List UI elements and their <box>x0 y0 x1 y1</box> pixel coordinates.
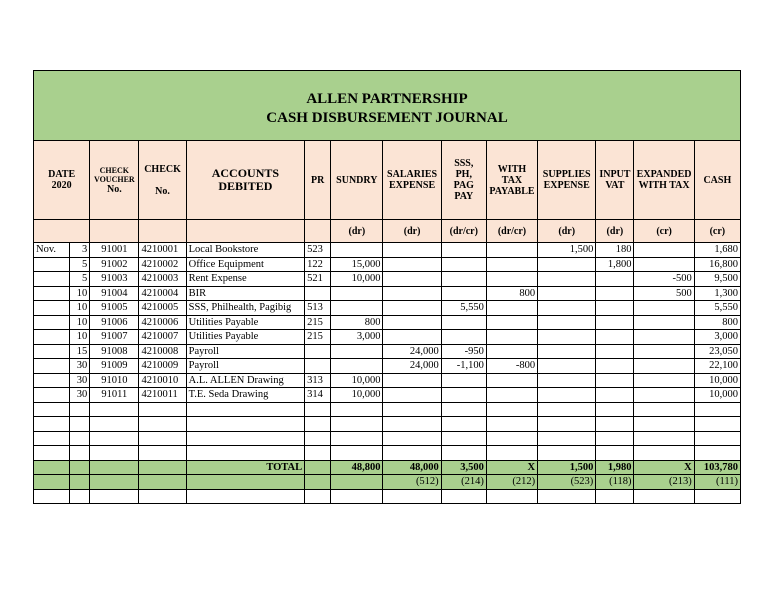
cell-day <box>70 431 90 446</box>
cell-wtax <box>486 489 537 504</box>
header-supplies-expense: SUPPLIES EXPENSE <box>538 141 596 220</box>
cell-voucher: 91006 <box>90 315 139 330</box>
cell-day <box>70 446 90 461</box>
cell-wtax <box>486 388 537 403</box>
cell-month <box>34 402 70 417</box>
cell-voucher <box>90 402 139 417</box>
cell-day: 10 <box>70 286 90 301</box>
cell-ewt <box>634 388 694 403</box>
cell-sundry <box>331 446 383 461</box>
cell-account: SSS, Philhealth, Pagibig <box>186 301 305 316</box>
cell-account: TOTAL <box>186 460 305 475</box>
cell-check: 4210006 <box>139 315 186 330</box>
cell-salaries <box>383 373 441 388</box>
cell-sss <box>441 373 486 388</box>
cell-supplies <box>538 301 596 316</box>
cell-check <box>139 460 186 475</box>
cell-day: 30 <box>70 388 90 403</box>
cell-cash: 3,000 <box>694 330 740 345</box>
cell-supplies <box>538 344 596 359</box>
cell-check: 4210010 <box>139 373 186 388</box>
cell-pr <box>305 489 331 504</box>
cell-account <box>186 475 305 490</box>
cell-wtax <box>486 431 537 446</box>
table-row <box>34 446 741 461</box>
cell-ewt <box>634 344 694 359</box>
header-salaries-expense: SALARIES EXPENSE <box>383 141 441 220</box>
cell-vat <box>596 315 634 330</box>
cell-pr: 215 <box>305 315 331 330</box>
cell-ewt <box>634 257 694 272</box>
cell-salaries <box>383 301 441 316</box>
cell-month <box>34 301 70 316</box>
table-row <box>34 315 741 330</box>
cell-ewt: (213) <box>634 475 694 490</box>
cell-check: 4210002 <box>139 257 186 272</box>
cell-ewt <box>634 446 694 461</box>
cell-vat <box>596 286 634 301</box>
cell-voucher: 91004 <box>90 286 139 301</box>
cell-sundry <box>331 402 383 417</box>
header-withholding-tax: WITH TAX PAYABLE <box>486 141 537 220</box>
cell-supplies <box>538 373 596 388</box>
cell-voucher: 91002 <box>90 257 139 272</box>
cell-day <box>70 402 90 417</box>
cell-voucher: 91001 <box>90 243 139 258</box>
cell-pr <box>305 344 331 359</box>
cell-vat <box>596 272 634 287</box>
cell-vat: (118) <box>596 475 634 490</box>
cell-account: Office Equipment <box>186 257 305 272</box>
cell-voucher <box>90 460 139 475</box>
table-row <box>34 431 741 446</box>
table-row <box>34 257 741 272</box>
cell-sundry: 10,000 <box>331 272 383 287</box>
subheader-salaries: (dr) <box>383 220 441 243</box>
cell-sundry: 15,000 <box>331 257 383 272</box>
cell-vat <box>596 330 634 345</box>
cell-sss: 3,500 <box>441 460 486 475</box>
table-row <box>34 402 741 417</box>
cell-salaries: 24,000 <box>383 359 441 374</box>
cell-sss <box>441 489 486 504</box>
header-pr: PR <box>305 141 331 220</box>
cell-month <box>34 446 70 461</box>
subheader-cash: (cr) <box>694 220 740 243</box>
cell-cash: 1,300 <box>694 286 740 301</box>
cell-month <box>34 431 70 446</box>
cell-pr <box>305 460 331 475</box>
table-row <box>34 243 741 258</box>
cell-sundry <box>331 344 383 359</box>
table-row <box>34 272 741 287</box>
cell-account <box>186 489 305 504</box>
header-row <box>34 141 741 220</box>
cell-voucher <box>90 489 139 504</box>
cell-wtax <box>486 315 537 330</box>
cell-wtax: -800 <box>486 359 537 374</box>
cell-pr <box>305 475 331 490</box>
cell-day: 30 <box>70 373 90 388</box>
header-input-vat: INPUT VAT <box>596 141 634 220</box>
cell-account: Payroll <box>186 359 305 374</box>
cell-supplies <box>538 402 596 417</box>
cell-voucher: 91003 <box>90 272 139 287</box>
cell-cash: 10,000 <box>694 373 740 388</box>
cell-ewt <box>634 373 694 388</box>
cell-wtax <box>486 301 537 316</box>
cell-account <box>186 446 305 461</box>
table-row <box>34 286 741 301</box>
cell-wtax <box>486 373 537 388</box>
cell-day <box>70 489 90 504</box>
cell-cash <box>694 431 740 446</box>
cell-wtax <box>486 330 537 345</box>
cell-pr <box>305 417 331 432</box>
cell-cash: 1,680 <box>694 243 740 258</box>
cell-supplies: (523) <box>538 475 596 490</box>
cell-salaries <box>383 330 441 345</box>
cell-sss <box>441 431 486 446</box>
cell-salaries: 24,000 <box>383 344 441 359</box>
cell-pr <box>305 286 331 301</box>
cell-voucher: 91009 <box>90 359 139 374</box>
cell-ewt <box>634 431 694 446</box>
cell-vat <box>596 431 634 446</box>
cell-sss <box>441 272 486 287</box>
cell-month <box>34 373 70 388</box>
table-row <box>34 301 741 316</box>
journal-table <box>33 140 741 504</box>
cell-voucher <box>90 417 139 432</box>
cell-sundry: 10,000 <box>331 373 383 388</box>
cell-salaries <box>383 431 441 446</box>
cell-sundry <box>331 431 383 446</box>
cell-wtax <box>486 272 537 287</box>
total-row <box>34 460 741 475</box>
cell-supplies <box>538 359 596 374</box>
table-row <box>34 344 741 359</box>
cell-voucher: 91008 <box>90 344 139 359</box>
cell-account <box>186 431 305 446</box>
cell-account: Utilities Payable <box>186 315 305 330</box>
cell-wtax <box>486 243 537 258</box>
header-sundry: SUNDRY <box>331 141 383 220</box>
cell-sss: -950 <box>441 344 486 359</box>
cell-vat <box>596 388 634 403</box>
cell-cash: 103,780 <box>694 460 740 475</box>
cell-sss <box>441 286 486 301</box>
cell-ewt <box>634 315 694 330</box>
cell-cash <box>694 489 740 504</box>
cell-day: 30 <box>70 359 90 374</box>
cell-salaries: 48,000 <box>383 460 441 475</box>
cell-vat <box>596 359 634 374</box>
cell-voucher <box>90 446 139 461</box>
subheader-supplies: (dr) <box>538 220 596 243</box>
cell-sss: 5,550 <box>441 301 486 316</box>
cell-pr <box>305 431 331 446</box>
cell-cash <box>694 446 740 461</box>
cell-sundry <box>331 301 383 316</box>
posting-reference-row <box>34 475 741 490</box>
cell-account: Rent Expense <box>186 272 305 287</box>
cell-voucher <box>90 475 139 490</box>
cell-check <box>139 402 186 417</box>
cell-sundry: 3,000 <box>331 330 383 345</box>
cell-sundry: 48,800 <box>331 460 383 475</box>
cell-check: 4210003 <box>139 272 186 287</box>
cell-account: Payroll <box>186 344 305 359</box>
cell-cash <box>694 402 740 417</box>
cell-sundry <box>331 417 383 432</box>
cell-day: 15 <box>70 344 90 359</box>
journal-sheet <box>33 70 741 504</box>
cell-month <box>34 489 70 504</box>
cell-wtax <box>486 257 537 272</box>
cell-supplies <box>538 272 596 287</box>
cell-salaries <box>383 402 441 417</box>
header-check-no: CHECK No. <box>139 141 186 220</box>
cell-sss: -1,100 <box>441 359 486 374</box>
cell-sundry <box>331 359 383 374</box>
cell-check: 4210008 <box>139 344 186 359</box>
table-row <box>34 417 741 432</box>
cell-sundry <box>331 489 383 504</box>
cell-salaries <box>383 315 441 330</box>
cell-vat <box>596 446 634 461</box>
cell-salaries <box>383 446 441 461</box>
cell-cash: (111) <box>694 475 740 490</box>
cell-vat <box>596 417 634 432</box>
header-check-voucher: CHECK VOUCHER No. <box>90 141 139 220</box>
cell-month <box>34 272 70 287</box>
cell-pr: 513 <box>305 301 331 316</box>
cell-vat <box>596 344 634 359</box>
cell-pr: 314 <box>305 388 331 403</box>
cell-cash: 16,800 <box>694 257 740 272</box>
cell-day: 3 <box>70 243 90 258</box>
cell-day <box>70 417 90 432</box>
cell-ewt <box>634 402 694 417</box>
cell-day: 5 <box>70 257 90 272</box>
cell-month <box>34 417 70 432</box>
cell-salaries <box>383 257 441 272</box>
subheader-vat: (dr) <box>596 220 634 243</box>
cell-salaries <box>383 388 441 403</box>
subheader-wtax: (dr/cr) <box>486 220 537 243</box>
cell-account: Utilities Payable <box>186 330 305 345</box>
cell-cash: 9,500 <box>694 272 740 287</box>
cell-day: 10 <box>70 301 90 316</box>
cell-supplies <box>538 315 596 330</box>
cell-month <box>34 257 70 272</box>
cell-day <box>70 475 90 490</box>
table-row <box>34 373 741 388</box>
cell-wtax: X <box>486 460 537 475</box>
cell-wtax: 800 <box>486 286 537 301</box>
cell-salaries <box>383 243 441 258</box>
cell-account: BIR <box>186 286 305 301</box>
cell-account <box>186 402 305 417</box>
cell-cash: 23,050 <box>694 344 740 359</box>
cell-sss <box>441 243 486 258</box>
cell-day: 10 <box>70 315 90 330</box>
cell-cash: 10,000 <box>694 388 740 403</box>
cell-check: 4210009 <box>139 359 186 374</box>
cell-ewt <box>634 243 694 258</box>
cell-salaries <box>383 489 441 504</box>
cell-month <box>34 344 70 359</box>
cell-ewt <box>634 417 694 432</box>
subheader-ewt: (cr) <box>634 220 694 243</box>
cell-vat: 1,980 <box>596 460 634 475</box>
cell-wtax: (212) <box>486 475 537 490</box>
cell-salaries <box>383 286 441 301</box>
cell-day <box>70 460 90 475</box>
cell-supplies <box>538 388 596 403</box>
cell-sss: (214) <box>441 475 486 490</box>
cell-vat <box>596 402 634 417</box>
company-name: ALLEN PARTNERSHIP <box>306 91 468 107</box>
header-date: DATE 2020 <box>34 141 90 220</box>
title-band <box>33 70 741 140</box>
cell-ewt <box>634 330 694 345</box>
cell-supplies: 1,500 <box>538 460 596 475</box>
cell-wtax <box>486 402 537 417</box>
cell-supplies <box>538 431 596 446</box>
cell-sundry <box>331 286 383 301</box>
cell-check <box>139 489 186 504</box>
cell-sundry <box>331 475 383 490</box>
cell-salaries <box>383 272 441 287</box>
header-accounts-debited: ACCOUNTS DEBITED <box>186 141 305 220</box>
cell-salaries <box>383 417 441 432</box>
cell-check <box>139 475 186 490</box>
table-row <box>34 330 741 345</box>
cell-pr <box>305 402 331 417</box>
cell-check: 4210011 <box>139 388 186 403</box>
cell-month <box>34 460 70 475</box>
cell-check <box>139 431 186 446</box>
cell-voucher <box>90 431 139 446</box>
cell-supplies <box>538 489 596 504</box>
subheader-row <box>34 220 741 243</box>
cell-pr: 122 <box>305 257 331 272</box>
cell-account: Local Bookstore <box>186 243 305 258</box>
cell-sss <box>441 330 486 345</box>
cell-supplies <box>538 286 596 301</box>
cell-month <box>34 286 70 301</box>
cell-day: 5 <box>70 272 90 287</box>
cell-voucher: 91005 <box>90 301 139 316</box>
cell-cash: 5,550 <box>694 301 740 316</box>
cell-voucher: 91007 <box>90 330 139 345</box>
cell-ewt <box>634 489 694 504</box>
cell-sss <box>441 402 486 417</box>
cell-supplies <box>538 257 596 272</box>
cell-check <box>139 417 186 432</box>
cell-ewt: X <box>634 460 694 475</box>
cell-sss <box>441 417 486 432</box>
cell-pr: 523 <box>305 243 331 258</box>
cell-month <box>34 475 70 490</box>
cell-pr <box>305 359 331 374</box>
cell-account <box>186 417 305 432</box>
cell-pr: 521 <box>305 272 331 287</box>
cell-pr: 215 <box>305 330 331 345</box>
header-sss-ph-pagpay: SSS, PH, PAG PAY <box>441 141 486 220</box>
cell-cash <box>694 417 740 432</box>
cell-account: T.E. Seda Drawing <box>186 388 305 403</box>
cell-supplies <box>538 417 596 432</box>
cell-wtax <box>486 446 537 461</box>
cell-sundry: 10,000 <box>331 388 383 403</box>
cell-vat <box>596 301 634 316</box>
cell-supplies <box>538 446 596 461</box>
cell-sundry <box>331 243 383 258</box>
cell-cash: 22,100 <box>694 359 740 374</box>
cell-voucher: 91011 <box>90 388 139 403</box>
cell-check: 4210005 <box>139 301 186 316</box>
cell-ewt: 500 <box>634 286 694 301</box>
cell-supplies <box>538 330 596 345</box>
cell-account: A.L. ALLEN Drawing <box>186 373 305 388</box>
cell-vat <box>596 373 634 388</box>
cell-month <box>34 388 70 403</box>
cell-check <box>139 446 186 461</box>
cell-month <box>34 330 70 345</box>
cell-sss <box>441 388 486 403</box>
cell-sss <box>441 315 486 330</box>
cell-pr: 313 <box>305 373 331 388</box>
cell-check: 4210007 <box>139 330 186 345</box>
cell-ewt <box>634 301 694 316</box>
cell-salaries: (512) <box>383 475 441 490</box>
cell-sss <box>441 446 486 461</box>
cell-ewt <box>634 359 694 374</box>
table-row <box>34 489 741 504</box>
cell-sss <box>441 257 486 272</box>
cell-check: 4210001 <box>139 243 186 258</box>
subheader-sundry: (dr) <box>331 220 383 243</box>
journal-title: CASH DISBURSEMENT JOURNAL <box>266 110 508 126</box>
cell-vat <box>596 489 634 504</box>
header-cash: CASH <box>694 141 740 220</box>
table-row <box>34 359 741 374</box>
cell-month: Nov. <box>34 243 70 258</box>
cell-wtax <box>486 417 537 432</box>
cell-month <box>34 359 70 374</box>
cell-sundry: 800 <box>331 315 383 330</box>
cell-day: 10 <box>70 330 90 345</box>
cell-voucher: 91010 <box>90 373 139 388</box>
cell-ewt: -500 <box>634 272 694 287</box>
cell-supplies: 1,500 <box>538 243 596 258</box>
cell-check: 4210004 <box>139 286 186 301</box>
cell-month <box>34 315 70 330</box>
cell-vat: 1,800 <box>596 257 634 272</box>
header-expanded-with-tax: EXPANDED WITH TAX <box>634 141 694 220</box>
table-row <box>34 388 741 403</box>
cell-wtax <box>486 344 537 359</box>
journal-entries <box>34 243 741 504</box>
cell-cash: 800 <box>694 315 740 330</box>
subheader-sss: (dr/cr) <box>441 220 486 243</box>
cell-vat: 180 <box>596 243 634 258</box>
cell-pr <box>305 446 331 461</box>
